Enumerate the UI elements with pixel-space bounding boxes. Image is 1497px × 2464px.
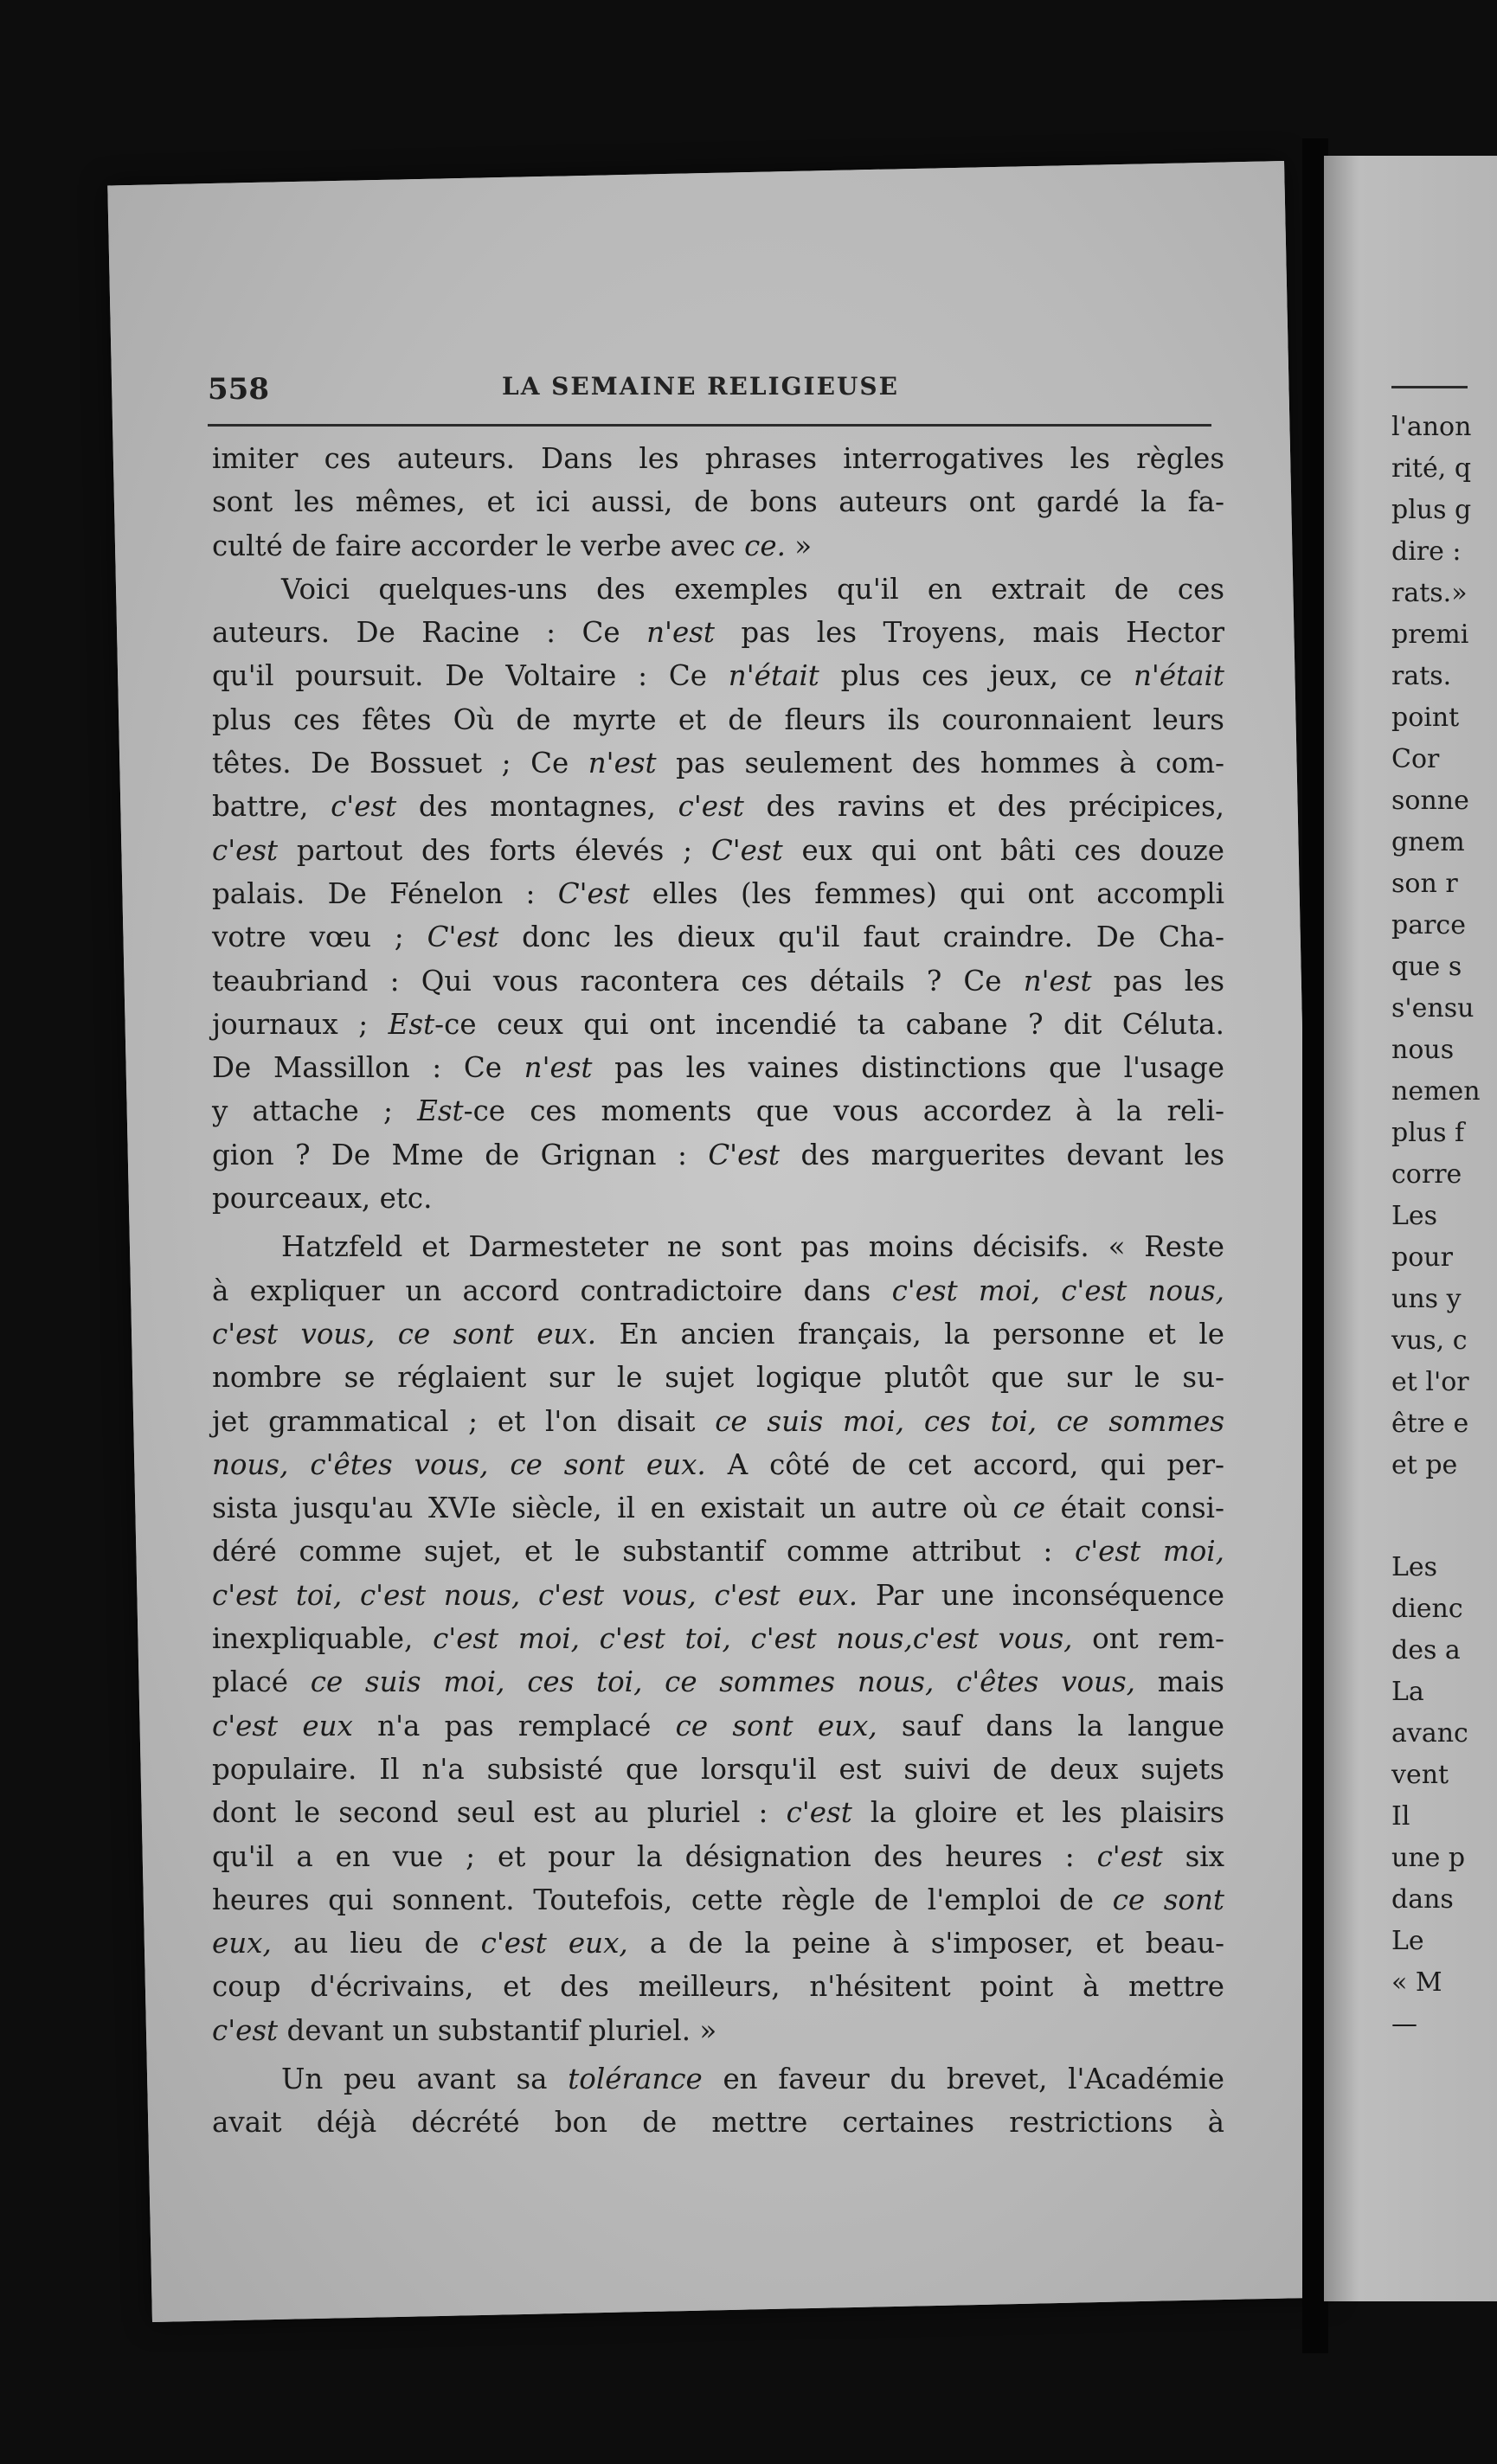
adjacent-text-line: son r bbox=[1391, 869, 1458, 899]
italic-run: C'est bbox=[427, 921, 499, 954]
text-run: Un peu avant sa bbox=[281, 2062, 569, 2095]
italic-run: ce sont bbox=[1112, 1883, 1224, 1916]
adjacent-text-line: une p bbox=[1391, 1843, 1466, 1873]
body-text bbox=[212, 437, 1224, 2145]
text-line bbox=[212, 1046, 1224, 1089]
text-line bbox=[212, 1312, 1224, 1356]
text-run: six bbox=[1162, 1839, 1225, 1873]
italic-run: ce suis moi, ces toi, ce sommes nous, c'êtes vous, bbox=[310, 1665, 1135, 1699]
italic-run: n'était bbox=[1133, 659, 1224, 693]
adjacent-text-line: vus, c bbox=[1391, 1325, 1468, 1356]
text-line bbox=[212, 1617, 1224, 1660]
adjacent-text-line: gnem bbox=[1391, 827, 1465, 857]
italic-run: n'est bbox=[646, 616, 715, 650]
text-line bbox=[212, 1486, 1224, 1530]
text-line bbox=[212, 698, 1224, 741]
italic-run: c'est eux, bbox=[480, 1927, 628, 1960]
text-line bbox=[212, 829, 1224, 872]
text-run: plus ces jeux, ce bbox=[819, 659, 1134, 693]
text-run: gion ? De Mme de Grignan : bbox=[212, 1138, 709, 1171]
italic-run: c'est bbox=[786, 1796, 852, 1830]
adjacent-text-line: vent bbox=[1391, 1760, 1449, 1790]
text-run: heures qui sonnent. Toutefois, cette règle de l'emploi de bbox=[212, 1883, 1113, 1916]
text-line bbox=[212, 654, 1224, 697]
text-line bbox=[212, 1225, 1224, 1268]
text-run: devant un substantif pluriel. » bbox=[278, 2013, 717, 2047]
text-run: dont le second seul est au pluriel : bbox=[212, 1796, 787, 1830]
text-line bbox=[212, 1748, 1224, 1791]
text-run: têtes. De Bossuet ; Ce bbox=[212, 747, 588, 780]
text-line bbox=[212, 1400, 1224, 1443]
text-run: donc les dieux qu'il faut craindre. De Cha- bbox=[498, 921, 1224, 954]
italic-run: c'est bbox=[331, 790, 397, 824]
text-run: pas seulement des hommes à com- bbox=[656, 747, 1224, 780]
adjacent-text-line: « M bbox=[1391, 1967, 1442, 1998]
text-run: avait déjà décrété bon de mettre certaines restrictions à bbox=[212, 2106, 1224, 2140]
text-line bbox=[212, 741, 1224, 785]
adjacent-text-line: Le bbox=[1391, 1926, 1424, 1956]
text-run: à expliquer un accord contradictoire dans bbox=[212, 1274, 892, 1307]
italic-run: n'est bbox=[588, 747, 657, 780]
text-line bbox=[212, 1133, 1224, 1177]
text-line bbox=[212, 2101, 1224, 2144]
text-run: déré comme sujet, et le substantif comme attribut : bbox=[212, 1535, 1076, 1569]
text-line bbox=[212, 1835, 1224, 1878]
text-run: n'a pas remplacé bbox=[352, 1709, 676, 1742]
adjacent-text-line: Il bbox=[1391, 1801, 1410, 1832]
page-number: 558 bbox=[208, 372, 269, 407]
adjacent-text-line: rité, q bbox=[1391, 453, 1472, 484]
adjacent-text-line: dienc bbox=[1391, 1594, 1463, 1624]
italic-run: nous, c'êtes vous, ce sont eux. bbox=[212, 1447, 706, 1481]
text-run: qu'il poursuit. De Voltaire : Ce bbox=[212, 659, 729, 693]
text-run: elles (les femmes) qui ont accompli bbox=[629, 876, 1225, 910]
italic-run: tolérance bbox=[568, 2062, 703, 2095]
text-run: sont les mêmes, et ici aussi, de bons auteurs ont gardé la fa- bbox=[212, 485, 1224, 519]
adjacent-text-line: — bbox=[1391, 2009, 1417, 2039]
text-line bbox=[212, 1791, 1224, 1834]
text-line bbox=[212, 1269, 1224, 1312]
italic-run: c'est bbox=[212, 2013, 279, 2047]
adjacent-text-line: nemen bbox=[1391, 1076, 1481, 1107]
italic-run: C'est bbox=[708, 1138, 781, 1171]
text-run: placé bbox=[212, 1665, 311, 1699]
italic-run: c'est toi, c'est nous, c'est vous, c'est eux. bbox=[212, 1578, 858, 1612]
text-run: palais. De Fénelon : bbox=[212, 876, 558, 910]
adjacent-text-line: que s bbox=[1391, 952, 1462, 982]
italic-run: Est bbox=[417, 1094, 464, 1128]
text-run: Voici quelques-uns des exemples qu'il en extrait de ces bbox=[281, 572, 1224, 606]
italic-run: c'est moi, c'est toi, c'est nous,c'est vous, bbox=[433, 1622, 1073, 1656]
text-run: a de la peine à s'imposer, et beau- bbox=[627, 1927, 1225, 1960]
adjacent-text-line: avanc bbox=[1391, 1718, 1468, 1749]
adjacent-text-line: corre bbox=[1391, 1159, 1462, 1190]
italic-run: ce. bbox=[744, 529, 786, 562]
text-run: au lieu de bbox=[271, 1927, 481, 1960]
text-line bbox=[212, 2009, 1224, 2052]
adjacent-text-line: plus f bbox=[1391, 1118, 1465, 1148]
italic-run: c'est eux bbox=[212, 1709, 353, 1742]
text-line bbox=[212, 1530, 1224, 1573]
text-run: la gloire et les plaisirs bbox=[851, 1796, 1224, 1830]
text-line bbox=[212, 568, 1224, 611]
italic-run: n'est bbox=[1023, 964, 1092, 998]
text-run: populaire. Il n'a subsisté que lorsqu'il est suivi de deux sujets bbox=[212, 1752, 1224, 1786]
text-run: des ravins et des précipices, bbox=[743, 790, 1224, 824]
italic-run: C'est bbox=[557, 876, 630, 910]
text-line bbox=[212, 1089, 1224, 1133]
text-run: était consi- bbox=[1045, 1492, 1224, 1525]
adjacent-text-line: des a bbox=[1391, 1635, 1461, 1665]
italic-run: C'est bbox=[710, 833, 783, 867]
running-title: LA SEMAINE RELIGIEUSE bbox=[502, 372, 899, 401]
adjacent-text-line: rats. bbox=[1391, 661, 1452, 691]
text-run: A côté de cet accord, qui per- bbox=[705, 1447, 1224, 1481]
text-run: ont rem- bbox=[1072, 1622, 1224, 1656]
text-run: Par une inconséquence bbox=[858, 1578, 1224, 1612]
italic-run: ce sont eux, bbox=[675, 1709, 877, 1742]
italic-run: c'est moi, c'est nous, bbox=[891, 1274, 1224, 1307]
adjacent-text-line: parce bbox=[1391, 910, 1466, 940]
adjacent-text-line: point bbox=[1391, 703, 1460, 733]
text-run: battre, bbox=[212, 790, 331, 824]
text-line bbox=[212, 959, 1224, 1003]
text-run: y attache ; bbox=[212, 1094, 418, 1128]
adjacent-text-line: sonne bbox=[1391, 786, 1469, 816]
text-run: jet grammatical ; et l'on disait bbox=[212, 1404, 716, 1438]
italic-run: eux, bbox=[212, 1927, 272, 1960]
text-run: sauf dans la langue bbox=[877, 1709, 1224, 1742]
italic-run: c'est moi, bbox=[1075, 1535, 1224, 1569]
text-run: plus ces fêtes Où de myrte et de fleurs ils couronnaient leurs bbox=[212, 703, 1224, 736]
text-line bbox=[212, 1003, 1224, 1046]
text-line bbox=[212, 437, 1224, 480]
text-run: mais bbox=[1134, 1665, 1224, 1699]
adjacent-text-line: pour bbox=[1391, 1242, 1453, 1273]
text-line bbox=[212, 1878, 1224, 1922]
italic-run: c'est bbox=[678, 790, 744, 824]
text-run: imiter ces auteurs. Dans les phrases interrogatives les règles bbox=[212, 442, 1224, 475]
text-run: En ancien français, la personne et le bbox=[596, 1317, 1224, 1351]
page-header bbox=[208, 372, 1203, 433]
text-run: qu'il a en vue ; et pour la désignation des heures : bbox=[212, 1839, 1097, 1873]
text-run: pas les Troyens, mais Hector bbox=[714, 616, 1224, 650]
text-line bbox=[212, 1177, 1224, 1220]
text-line bbox=[212, 915, 1224, 959]
text-run: coup d'écrivains, et des meilleurs, n'hésitent point à mettre bbox=[212, 1970, 1224, 2004]
text-run: des marguerites devant les bbox=[780, 1138, 1224, 1171]
text-line bbox=[212, 1965, 1224, 2008]
text-run: teaubriand : Qui vous racontera ces détails ? Ce bbox=[212, 964, 1024, 998]
adjacent-text-line: plus g bbox=[1391, 495, 1472, 525]
text-run: pourceaux, etc. bbox=[212, 1182, 433, 1216]
text-run: en faveur du brevet, l'Académie bbox=[702, 2062, 1224, 2095]
italic-run: Est bbox=[388, 1007, 435, 1041]
adjacent-text-line: dans bbox=[1391, 1884, 1454, 1915]
text-run: -ce ceux qui ont incendié ta cabane ? dit Céluta. bbox=[434, 1007, 1224, 1041]
text-run: pas les bbox=[1091, 964, 1225, 998]
text-run: inexpliquable, bbox=[212, 1622, 434, 1656]
text-line bbox=[212, 1660, 1224, 1704]
text-line bbox=[212, 480, 1224, 523]
text-line bbox=[212, 2057, 1224, 2101]
italic-run: n'est bbox=[524, 1051, 593, 1085]
text-run: eux qui ont bâti ces douze bbox=[782, 833, 1224, 867]
adjacent-text-line: rats.» bbox=[1391, 578, 1468, 608]
text-line bbox=[212, 1704, 1224, 1748]
text-run: pas les vaines distinctions que l'usage bbox=[592, 1051, 1224, 1085]
adjacent-text-line: uns y bbox=[1391, 1284, 1462, 1314]
adjacent-text-line: s'ensu bbox=[1391, 993, 1475, 1023]
text-run: nombre se réglaient sur le sujet logique plutôt que sur le su- bbox=[212, 1361, 1224, 1395]
text-run: auteurs. De Racine : Ce bbox=[212, 616, 647, 650]
text-line bbox=[212, 1356, 1224, 1399]
adjacent-text-line: Les bbox=[1391, 1201, 1438, 1231]
text-run: journaux ; bbox=[212, 1007, 389, 1041]
italic-run: c'est bbox=[212, 833, 279, 867]
adjacent-text-line: Les bbox=[1391, 1552, 1438, 1582]
text-run: sista jusqu'au XVIe siècle, il en existait un autre où bbox=[212, 1492, 1013, 1525]
adjacent-text-line: et pe bbox=[1391, 1450, 1458, 1480]
adjacent-text-line: Cor bbox=[1391, 744, 1440, 774]
text-run: -ce ces moments que vous accordez à la reli- bbox=[463, 1094, 1224, 1128]
adjacent-text-line: dire : bbox=[1391, 536, 1462, 567]
italic-run: ce suis moi, ces toi, ce sommes bbox=[715, 1404, 1224, 1438]
adjacent-text-line: être e bbox=[1391, 1408, 1469, 1439]
text-run: votre vœu ; bbox=[212, 921, 427, 954]
adjacent-text-line: premi bbox=[1391, 619, 1469, 650]
adjacent-text-line: l'anon bbox=[1391, 412, 1472, 442]
italic-run: ce bbox=[1012, 1492, 1045, 1525]
text-line bbox=[212, 1443, 1224, 1486]
adjacent-page-text bbox=[1391, 407, 1481, 2045]
text-run: De Massillon : Ce bbox=[212, 1051, 524, 1085]
italic-run: n'était bbox=[728, 659, 819, 693]
text-line bbox=[212, 1574, 1224, 1617]
text-run: partout des forts élevés ; bbox=[278, 833, 711, 867]
adjacent-text-line: nous bbox=[1391, 1035, 1455, 1065]
text-line bbox=[212, 872, 1224, 915]
italic-run: c'est vous, ce sont eux. bbox=[212, 1317, 597, 1351]
text-line bbox=[212, 1922, 1224, 1965]
adjacent-text-line: La bbox=[1391, 1677, 1424, 1707]
italic-run: c'est bbox=[1096, 1839, 1163, 1873]
adjacent-text-line: et l'or bbox=[1391, 1367, 1469, 1397]
text-line bbox=[212, 611, 1224, 654]
text-line bbox=[212, 785, 1224, 828]
text-run: » bbox=[785, 529, 813, 562]
header-rule bbox=[208, 424, 1211, 427]
text-run: des montagnes, bbox=[396, 790, 678, 824]
text-line bbox=[212, 524, 1224, 568]
text-run: Hatzfeld et Darmesteter ne sont pas moins décisifs. « Reste bbox=[281, 1230, 1224, 1264]
text-run: culté de faire accorder le verbe avec bbox=[212, 529, 745, 562]
adjacent-header-rule bbox=[1391, 386, 1468, 388]
